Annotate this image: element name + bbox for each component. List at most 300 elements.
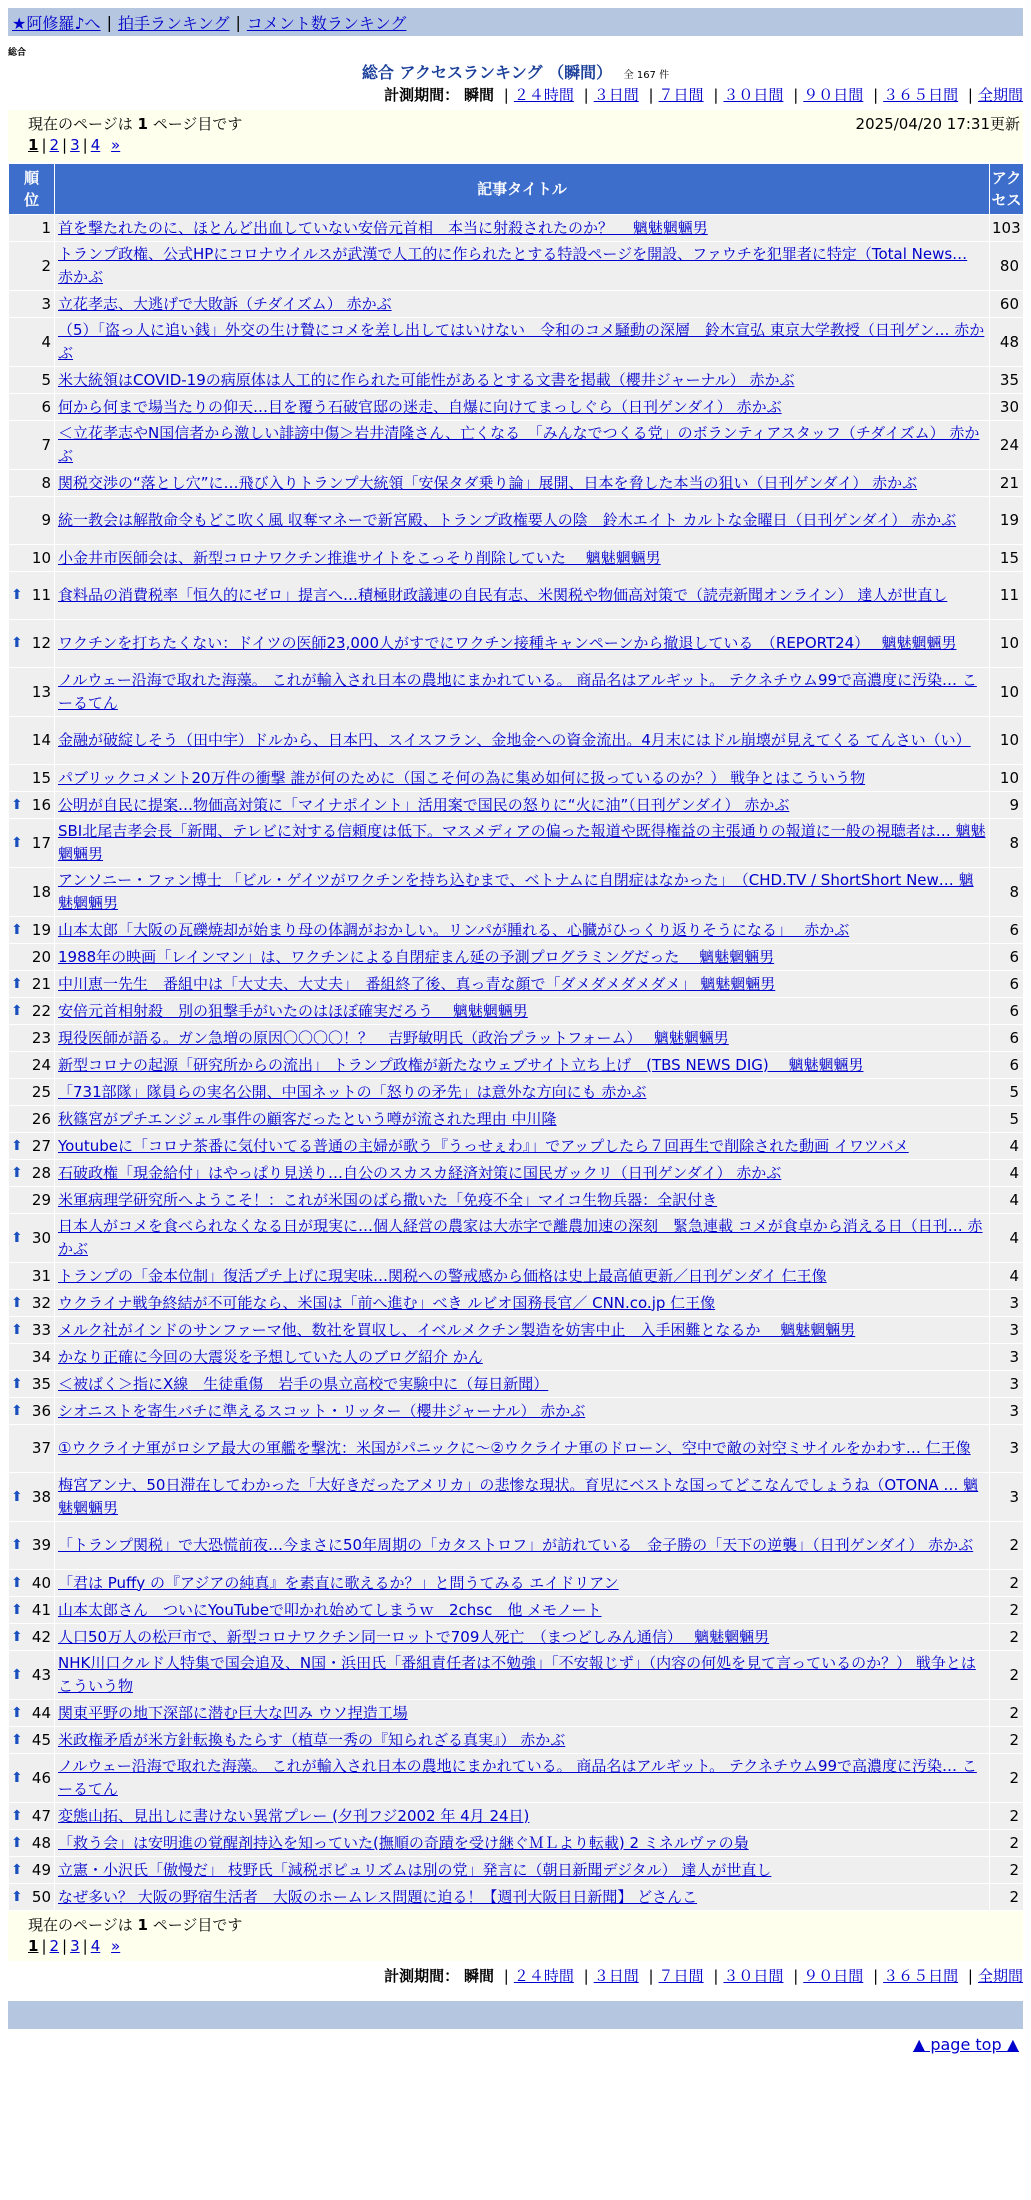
title-cell — [55, 819, 990, 868]
access-count: 3 — [990, 1398, 1024, 1425]
period-90d[interactable]: ９０日間 — [803, 1967, 864, 1985]
rank-cell — [9, 1398, 55, 1425]
title-cell — [55, 1425, 990, 1473]
rank-number: 2 — [41, 256, 51, 275]
rank-cell — [9, 572, 55, 620]
up-arrow-icon: ⬆ — [11, 1731, 23, 1748]
up-arrow-icon: ⬆ — [11, 1769, 23, 1786]
rank-cell — [9, 1214, 55, 1263]
top-nav-bar — [8, 8, 1023, 36]
updated-timestamp: 2025/04/20 17:31更新 — [855, 115, 1020, 133]
article-link[interactable]: 米大統領はCOVID-19の病原体は人工的に作られた可能性があるとする文書を掲載（櫻井ジャーナル） 赤かぶ — [58, 370, 795, 389]
rank-cell — [9, 1884, 55, 1911]
title-cell — [55, 1830, 990, 1857]
table-row — [9, 1187, 1024, 1214]
article-link[interactable]: ウクライナ戦争終結が不可能なら、米国は「前へ進む」べき ルビオ国務長官／ CNN.co.jp 仁王像 — [58, 1293, 716, 1312]
title-cell — [55, 1624, 990, 1651]
access-count: 2 — [990, 1830, 1024, 1857]
table-row — [9, 668, 1024, 717]
rank-number: 17 — [31, 833, 51, 852]
article-link[interactable]: 公明が自民に提案…物価高対策に「マイナポイント」活用案で国民の怒りに“火に油”（日刊ゲンダイ） 赤かぶ — [58, 795, 790, 814]
access-count: 35 — [990, 367, 1024, 394]
rank-cell — [9, 1754, 55, 1803]
rank-number: 21 — [31, 974, 51, 993]
bottom-bar — [8, 2001, 1023, 2029]
period-separator: | — [967, 86, 973, 104]
period-separator: | — [873, 86, 879, 104]
access-count: 10 — [990, 717, 1024, 765]
rank-number: 13 — [31, 682, 51, 701]
page-link-4[interactable]: 4 — [90, 1937, 101, 1955]
header-access — [990, 164, 1024, 215]
title-cell — [55, 1473, 990, 1522]
table-row — [9, 1857, 1024, 1884]
up-arrow-icon: ⬆ — [11, 796, 23, 813]
up-arrow-icon: ⬆ — [11, 587, 23, 603]
access-count: 10 — [990, 620, 1024, 668]
access-count: 2 — [990, 1700, 1024, 1727]
section-label: 総合 — [8, 48, 27, 58]
rank-number: 48 — [31, 1833, 51, 1852]
table-row — [9, 1106, 1024, 1133]
title-cell — [55, 1398, 990, 1425]
article-link[interactable]: 米軍病理学研究所へようこそ！：これが米国のばら撒いた「免疫不全」マイコ生物兵器：全訳付き — [58, 1190, 718, 1209]
rank-number: 34 — [31, 1347, 51, 1366]
article-link[interactable]: 食料品の消費税率「恒久的にゼロ」提言へ…積極財政議連の自民有志、米関税や物価高対策で（読売新聞オンライン） 達人が世直し — [58, 586, 948, 604]
table-row — [9, 215, 1024, 242]
page-info-top — [8, 110, 1023, 162]
rank-number: 49 — [31, 1860, 51, 1879]
article-link[interactable]: 日本人がコメを食べられなくなる日が現実に…個人経営の農家は大赤字で離農加速の深刻 緊急連載 コメが食卓から消える日（日刊… 赤かぶ — [58, 1217, 983, 1258]
access-count: 3 — [990, 1473, 1024, 1522]
rank-cell — [9, 1830, 55, 1857]
article-link[interactable]: 石破政権「現金給付」はやっぱり見送り…自公のスカスカ経済対策に国民ガックリ（日刊ゲンダイ） 赤かぶ — [58, 1163, 782, 1182]
article-link[interactable]: 首を撃たれたのに、ほとんど出血していない安倍元首相 本当に射殺されたのか？ 魑魅魍魎男 — [58, 218, 708, 237]
table-row — [9, 1025, 1024, 1052]
rank-cell — [9, 1025, 55, 1052]
access-count: 2 — [990, 1570, 1024, 1597]
rank-cell — [9, 971, 55, 998]
article-link[interactable]: 新型コロナの起源「研究所からの流出」 トランプ政権が新たなウェブサイト立ち上げ (TBS NEWS DIG) 魑魅魍魎男 — [58, 1055, 864, 1074]
table-row — [9, 717, 1024, 765]
access-count: 10 — [990, 668, 1024, 717]
article-link[interactable]: ノルウェー沿海で取れた海藻。 これが輸入され日本の農地にまかれている。 商品名はアルギット。 テクネチウム99で高濃度に汚染… こーるてん — [58, 671, 977, 712]
page-message-post: ページ目です — [152, 115, 243, 133]
up-arrow-icon: ⬆ — [11, 1537, 23, 1553]
rank-cell — [9, 1344, 55, 1371]
up-arrow-icon: ⬆ — [11, 1807, 23, 1824]
access-count: 4 — [990, 1160, 1024, 1187]
page-link-2[interactable]: 2 — [49, 136, 60, 154]
table-row — [9, 1473, 1024, 1522]
rank-number: 40 — [31, 1573, 51, 1592]
article-link[interactable]: 安倍元首相射殺 別の狙撃手がいたのはほぼ確実だろう 魑魅魍魎男 — [58, 1001, 528, 1020]
page-separator: | — [62, 1937, 68, 1955]
page-info-bottom — [8, 1911, 1023, 1961]
rank-number: 33 — [31, 1320, 51, 1339]
access-count: 15 — [990, 545, 1024, 572]
title-cell — [55, 668, 990, 717]
access-count: 2 — [990, 1597, 1024, 1624]
access-count: 8 — [990, 819, 1024, 868]
rank-cell — [9, 1160, 55, 1187]
title-cell — [55, 792, 990, 819]
up-arrow-icon: ⬆ — [11, 975, 23, 992]
rank-number: 42 — [31, 1627, 51, 1646]
page-link-3[interactable]: 3 — [70, 1937, 80, 1955]
access-count: 80 — [990, 242, 1024, 291]
article-link[interactable]: 山本太郎「大阪の瓦礫焼却が始まり母の体調がおかしい。リンパが腫れる、心臓がひっくり返りそうになる」 赤かぶ — [58, 920, 850, 939]
page-link-next[interactable]: » — [111, 1937, 121, 1955]
access-count: 3 — [990, 1344, 1024, 1371]
rank-number: 24 — [31, 1055, 51, 1074]
article-link[interactable]: なぜ多い？ 大阪の野宿生活者 大阪のホームレス問題に迫る！【週刊大阪日日新聞】 どさんこ — [58, 1887, 698, 1906]
rank-cell — [9, 792, 55, 819]
title-cell — [55, 1106, 990, 1133]
period-selector-bottom — [384, 1965, 1023, 1986]
article-link[interactable]: 「救う会」は安明進の覚醒剤持込を知っていた(撫順の奇蹟を受け継ぐＭＬより転載) 2 ミネルヴァの梟 — [58, 1833, 749, 1852]
page-link-next[interactable]: » — [111, 136, 121, 154]
period-separator: | — [503, 86, 509, 104]
table-row — [9, 1884, 1024, 1911]
rank-cell — [9, 1522, 55, 1570]
rank-number: 10 — [31, 548, 51, 567]
title-cell — [55, 1700, 990, 1727]
rank-number: 3 — [41, 294, 51, 313]
article-link[interactable]: 1988年の映画「レインマン」は、ワクチンによる自閉症まん延の予測プログラミングだった 魑魅魍魎男 — [58, 947, 775, 966]
table-row — [9, 917, 1024, 944]
rank-number: 23 — [31, 1028, 51, 1047]
title-cell — [55, 1522, 990, 1570]
article-link[interactable]: 「君は Puffy の『アジアの純真』を素直に歌えるか？」と問うてみる エイドリアン — [58, 1573, 619, 1592]
period-separator: | — [793, 86, 799, 104]
article-link[interactable]: Youtubeに「コロナ茶番に気付いてる普通の主婦が歌う『うっせぇわ』」でアップしたら７回再生で削除された動画 イワツバメ — [58, 1136, 909, 1155]
access-count: 2 — [990, 1803, 1024, 1830]
rank-number: 45 — [31, 1730, 51, 1749]
pagination-top — [28, 136, 120, 154]
rank-number: 5 — [41, 370, 51, 389]
rank-number: 14 — [31, 731, 51, 749]
article-link[interactable]: 変態山拓、見出しに書けない異常プレー (夕刊フジ2002 年 4月 24日) — [58, 1806, 530, 1825]
period-separator: | — [713, 86, 719, 104]
rank-number: 50 — [31, 1887, 51, 1906]
period-label: 計測期間： — [384, 86, 460, 104]
access-count: 9 — [990, 792, 1024, 819]
access-count: 10 — [990, 765, 1024, 792]
table-row — [9, 792, 1024, 819]
up-arrow-icon: ⬆ — [11, 1666, 23, 1683]
article-link[interactable]: 人口50万人の松戸市で、新型コロナワクチン同一ロットで709人死亡 （まつどしみん通信） 魑魅魍魎男 — [58, 1627, 770, 1646]
rank-cell — [9, 318, 55, 367]
access-count: 5 — [990, 1079, 1024, 1106]
page-separator: | — [41, 1937, 47, 1955]
page-message-post: ページ目です — [152, 1916, 243, 1934]
rank-number: 6 — [41, 397, 51, 416]
page-link-2[interactable]: 2 — [49, 1937, 60, 1955]
rank-number: 18 — [31, 882, 51, 901]
table-row — [9, 545, 1024, 572]
page-link-3[interactable]: 3 — [70, 136, 80, 154]
title-cell — [55, 1570, 990, 1597]
access-count: 3 — [990, 1371, 1024, 1398]
up-arrow-icon: ⬆ — [11, 1164, 23, 1181]
period-3d[interactable]: ３日間 — [593, 86, 639, 104]
up-arrow-icon: ⬆ — [11, 1704, 23, 1721]
nav-separator: | — [235, 12, 241, 32]
access-count: 2 — [990, 1754, 1024, 1803]
period-3d[interactable]: ３日間 — [593, 1967, 639, 1985]
rank-cell — [9, 1187, 55, 1214]
access-count: 2 — [990, 1651, 1024, 1700]
article-link[interactable]: かなり正確に今回の大震災を予想していた人のブログ紹介 かん — [58, 1347, 483, 1366]
nav-link-applause-ranking[interactable]: 拍手ランキング — [117, 13, 230, 33]
title-cell — [55, 291, 990, 318]
period-24h[interactable]: ２４時間 — [513, 1967, 574, 1985]
period-24h[interactable]: ２４時間 — [513, 86, 574, 104]
title-cell — [55, 1344, 990, 1371]
up-arrow-icon: ⬆ — [11, 1137, 23, 1154]
article-link[interactable]: シオニストを寄生バチに準えるスコット・リッター（櫻井ジャーナル） 赤かぶ — [58, 1401, 586, 1420]
rank-cell — [9, 242, 55, 291]
page-message-number: 1 — [137, 1916, 148, 1934]
article-link[interactable]: 何から何まで場当たりの仰天…目を覆う石破官邸の迷走、自爆に向けてまっしぐら（日刊ゲンダイ） 赤かぶ — [58, 397, 782, 416]
table-row — [9, 971, 1024, 998]
article-link[interactable]: 現役医師が語る。ガン急増の原因〇〇〇〇！？ 吉野敏明氏（政治プラットフォーム） 魑魅魍魎男 — [58, 1028, 729, 1047]
table-row — [9, 497, 1024, 545]
article-link[interactable]: 米政権矛盾が米方針転換もたらす（植草一秀の『知られざる真実』） 赤かぶ — [58, 1730, 566, 1749]
rank-number: 43 — [31, 1665, 51, 1684]
article-link[interactable]: 梅宮アンナ、50日滞在してわかった「大好きだったアメリカ」の悲惨な現状。育児にベストな国ってどこなんでしょうね（OTONA … 魑魅魍魎男 — [58, 1476, 979, 1517]
article-link[interactable]: 関東平野の地下深部に潜む巨大な凹み ウソ捏造工場 — [58, 1703, 408, 1722]
article-link[interactable]: 秋篠宮がプチエンジェル事件の顧客だったという噂が流された理由 中川隆 — [58, 1109, 557, 1128]
table-row — [9, 1344, 1024, 1371]
period-separator: | — [793, 1967, 799, 1985]
article-link[interactable]: ①ウクライナ軍がロシア最大の軍艦を撃沈：米国がパニックに～②ウクライナ軍のドローン、空中で敵の対空ミサイルをかわす… 仁王像 — [58, 1439, 971, 1457]
title-cell — [55, 998, 990, 1025]
access-count: 2 — [990, 1884, 1024, 1911]
rank-cell — [9, 1857, 55, 1884]
up-arrow-icon: ⬆ — [11, 1375, 23, 1392]
up-arrow-icon: ⬆ — [11, 1488, 23, 1505]
period-30d[interactable]: ３０日間 — [723, 1967, 784, 1985]
period-separator: | — [648, 1967, 654, 1985]
rank-cell — [9, 819, 55, 868]
period-30d[interactable]: ３０日間 — [723, 86, 784, 104]
title-cell — [55, 1371, 990, 1398]
table-row — [9, 421, 1024, 470]
access-count: 2 — [990, 1857, 1024, 1884]
title-cell — [55, 1263, 990, 1290]
rank-number: 35 — [31, 1374, 51, 1393]
title-cell — [55, 215, 990, 242]
article-link[interactable]: 統一教会は解散命令もどこ吹く風 収奪マネーで新宮殿、トランプ政権要人の陰 鈴木エイト カルトな金曜日（日刊ゲンダイ） 赤かぶ — [58, 511, 957, 529]
table-row — [9, 1700, 1024, 1727]
rank-number: 12 — [31, 634, 51, 652]
title-cell — [55, 1290, 990, 1317]
rank-cell — [9, 1290, 55, 1317]
period-all[interactable]: 全期間 — [977, 86, 1023, 104]
title-cell — [55, 394, 990, 421]
article-link[interactable]: 関税交渉の“落とし穴”に…飛び入りトランプ大統領「安保タダ乗り論」展開、日本を脅した本当の狙い（日刊ゲンダイ） 赤かぶ — [58, 473, 918, 492]
rank-cell — [9, 944, 55, 971]
rank-cell — [9, 421, 55, 470]
article-link[interactable]: トランプの「金本位制」復活プチ上げに現実味…関税への警戒感から価格は史上最高値更新／日刊ゲンダイ 仁王像 — [58, 1266, 827, 1285]
nav-link-comment-ranking[interactable]: コメント数ランキング — [246, 13, 407, 33]
rank-cell — [9, 1700, 55, 1727]
rank-number: 38 — [31, 1487, 51, 1506]
access-count: 3 — [990, 1290, 1024, 1317]
period-separator: | — [583, 86, 589, 104]
rank-number: 37 — [31, 1439, 51, 1457]
period-separator: | — [583, 1967, 589, 1985]
rank-cell — [9, 545, 55, 572]
article-link[interactable]: ＜立花孝志やN国信者から激しい誹謗中傷＞岩井清隆さん、亡くなる 「みんなでつくる党」のボランティアスタッフ（チダイズム） 赤かぶ — [58, 424, 980, 465]
title-cell — [55, 1754, 990, 1803]
article-link[interactable]: 小金井市医師会は、新型コロナワクチン推進サイトをこっそり削除していた 魑魅魍魎男 — [58, 548, 661, 567]
rank-cell — [9, 394, 55, 421]
table-row — [9, 1317, 1024, 1344]
article-link[interactable]: NHK川口クルド人特集で国会追及、N国・浜田氏「番組責任者は不勉強」「不安報じず」（内容の何処を見て言っているのか？） 戦争とはこういう物 — [58, 1654, 976, 1695]
article-link[interactable]: ワクチンを打ちたくない：ドイツの医師23,000人がすでにワクチン接種キャンペーンから撤退している （REPORT24） 魑魅魍魎男 — [58, 634, 957, 652]
rank-number: 15 — [31, 768, 51, 787]
rank-number: 28 — [31, 1163, 51, 1182]
up-arrow-icon: ⬆ — [11, 1628, 23, 1645]
table-row — [9, 318, 1024, 367]
title-cell — [55, 545, 990, 572]
table-row — [9, 1754, 1024, 1803]
period-365d[interactable]: ３６５日間 — [883, 86, 959, 104]
access-count: 21 — [990, 470, 1024, 497]
rank-number: 19 — [31, 920, 51, 939]
table-row — [9, 1651, 1024, 1700]
rank-number: 29 — [31, 1190, 51, 1209]
title-cell — [55, 1214, 990, 1263]
period-7d[interactable]: ７日間 — [658, 1967, 704, 1985]
up-arrow-icon: ⬆ — [11, 1834, 23, 1851]
title-cell — [55, 1884, 990, 1911]
rank-number: 44 — [31, 1703, 51, 1722]
period-current: 瞬間 — [463, 1967, 494, 1985]
table-row — [9, 944, 1024, 971]
access-count: 6 — [990, 1025, 1024, 1052]
page-separator: | — [62, 136, 68, 154]
table-row — [9, 1522, 1024, 1570]
rank-cell — [9, 1473, 55, 1522]
article-link[interactable]: SBI北尾吉孝会長「新聞、テレビに対する信頼度は低下。マスメディアの偏った報道や既得権益の主張通りの報道に一般の視聴者は… 魑魅魍魎男 — [58, 822, 986, 863]
table-row — [9, 367, 1024, 394]
title-cell — [55, 1317, 990, 1344]
table-row — [9, 1263, 1024, 1290]
access-count: 60 — [990, 291, 1024, 318]
article-link[interactable]: メルク社がインドのサンファーマ他、数社を買収し、イベルメクチン製造を妨害中止 入手困難となるか 魑魅魍魎男 — [58, 1320, 856, 1339]
page-top-link[interactable]: ▲ page top ▲ — [912, 2035, 1019, 2054]
period-7d[interactable]: ７日間 — [658, 86, 704, 104]
title-cell — [55, 497, 990, 545]
page-link-4[interactable]: 4 — [90, 136, 101, 154]
table-row — [9, 1290, 1024, 1317]
header-rank — [9, 164, 55, 215]
period-separator: | — [503, 1967, 509, 1985]
nav-link-asyura[interactable]: ★阿修羅♪へ — [12, 13, 101, 33]
article-link[interactable]: 金融が破綻しそう（田中宇）ドルから、日本円、スイスフラン、金地金への資金流出。4月末にはドル崩壊が見えてくる てんさい（い） — [58, 731, 971, 749]
rank-number: 7 — [41, 435, 51, 454]
rank-cell — [9, 1052, 55, 1079]
rank-cell — [9, 668, 55, 717]
rank-cell — [9, 1371, 55, 1398]
table-header-row — [9, 164, 1024, 215]
rank-number: 39 — [31, 1536, 51, 1554]
period-current: 瞬間 — [463, 86, 494, 104]
access-count: 6 — [990, 971, 1024, 998]
title-cell — [55, 620, 990, 668]
article-link[interactable]: ＜被ばく＞指にX線 生徒重傷 岩手の県立高校で実験中に（毎日新聞） — [58, 1374, 549, 1393]
period-365d[interactable]: ３６５日間 — [883, 1967, 959, 1985]
title-cell — [55, 1160, 990, 1187]
rank-number: 9 — [41, 511, 51, 529]
period-all[interactable]: 全期間 — [977, 1967, 1023, 1985]
page-link-current: 1 — [28, 136, 39, 154]
access-count: 5 — [990, 1106, 1024, 1133]
table-row — [9, 291, 1024, 318]
rank-number: 41 — [31, 1600, 51, 1619]
access-count: 4 — [990, 1133, 1024, 1160]
page-separator: | — [41, 136, 47, 154]
page-message-pre: 現在のページは — [28, 1916, 133, 1934]
article-link[interactable]: ノルウェー沿海で取れた海藻。 これが輸入され日本の農地にまかれている。 商品名はアルギット。 テクネチウム99で高濃度に汚染… こーるてん — [58, 1757, 977, 1798]
article-link[interactable]: トランプ政権、公式HPにコロナウイルスが武漢で人工的に作られたとする特設ページを開設、ファウチを犯罪者に特定（Total News… 赤かぶ — [58, 245, 968, 286]
rank-cell — [9, 917, 55, 944]
article-link[interactable]: 立花孝志、大逃げで大敗訴（チダイズム） 赤かぶ — [58, 294, 392, 313]
table-row — [9, 242, 1024, 291]
rank-number: 1 — [41, 218, 51, 237]
rank-number: 26 — [31, 1109, 51, 1128]
table-row — [9, 1830, 1024, 1857]
article-link[interactable]: 立憲・小沢氏「傲慢だ」 枝野氏「減税ポピュリズムは別の党」発言に（朝日新聞デジタル） 達人が世直し — [58, 1860, 772, 1879]
access-count: 103 — [990, 215, 1024, 242]
article-link[interactable]: パブリックコメント20万件の衝撃 誰が何のために（国こそ何の為に集め如何に扱っているのか？） 戦争とはこういう物 — [58, 768, 866, 787]
access-count: 30 — [990, 394, 1024, 421]
access-count: 2 — [990, 1727, 1024, 1754]
rank-number: 47 — [31, 1806, 51, 1825]
rank-number: 32 — [31, 1293, 51, 1312]
title-cell — [55, 242, 990, 291]
header-rank-label: 順位 — [23, 169, 39, 209]
article-link[interactable]: アンソニー・ファン博士 「ビル・ゲイツがワクチンを持ち込むまで、ベトナムに自閉症はなかった」 （CHD.TV / ShortShort New… 魑魅魍魎男 — [58, 871, 974, 912]
table-row — [9, 1371, 1024, 1398]
rank-cell — [9, 367, 55, 394]
pagination-bottom — [28, 1937, 120, 1955]
page-title — [0, 60, 1031, 83]
period-90d[interactable]: ９０日間 — [803, 86, 864, 104]
article-link[interactable]: 「731部隊」隊員らの実名公開、中国ネットの「怒りの矛先」は意外な方向にも 赤かぶ — [58, 1082, 647, 1101]
article-link[interactable]: （5）「盗っ人に追い銭」外交の生け贄にコメを差し出してはいけない 令和のコメ騒動の深層 鈴木宣弘 東京大学教授（日刊ゲン… 赤かぶ — [58, 321, 985, 362]
article-link[interactable]: 「トランプ関税」で大恐慌前夜…今まさに50年周期の「カタストロフ」が訪れている 金子勝の「天下の逆襲」（日刊ゲンダイ） 赤かぶ — [58, 1536, 974, 1554]
total-count: 全 167 件 — [623, 70, 670, 81]
rank-cell — [9, 1106, 55, 1133]
page-link-current: 1 — [28, 1937, 39, 1955]
rank-number: 20 — [31, 947, 51, 966]
up-arrow-icon: ⬆ — [11, 1861, 23, 1878]
article-link[interactable]: 中川恵一先生 番組中は「大丈夫、大丈夫」 番組終了後、真っ青な顔で「ダメダメダメダメ」 魑魅魍魎男 — [58, 974, 776, 993]
title-cell — [55, 1133, 990, 1160]
rank-cell — [9, 497, 55, 545]
rank-number: 31 — [31, 1266, 51, 1285]
page-message-pre: 現在のページは — [28, 115, 133, 133]
article-link[interactable]: 山本太郎さん ついにYouTubeで叩かれ始めてしまうｗ 2chsc 他 メモノート — [58, 1600, 602, 1619]
access-count: 11 — [990, 572, 1024, 620]
nav-separator: | — [106, 12, 112, 32]
rank-number: 46 — [31, 1768, 51, 1787]
